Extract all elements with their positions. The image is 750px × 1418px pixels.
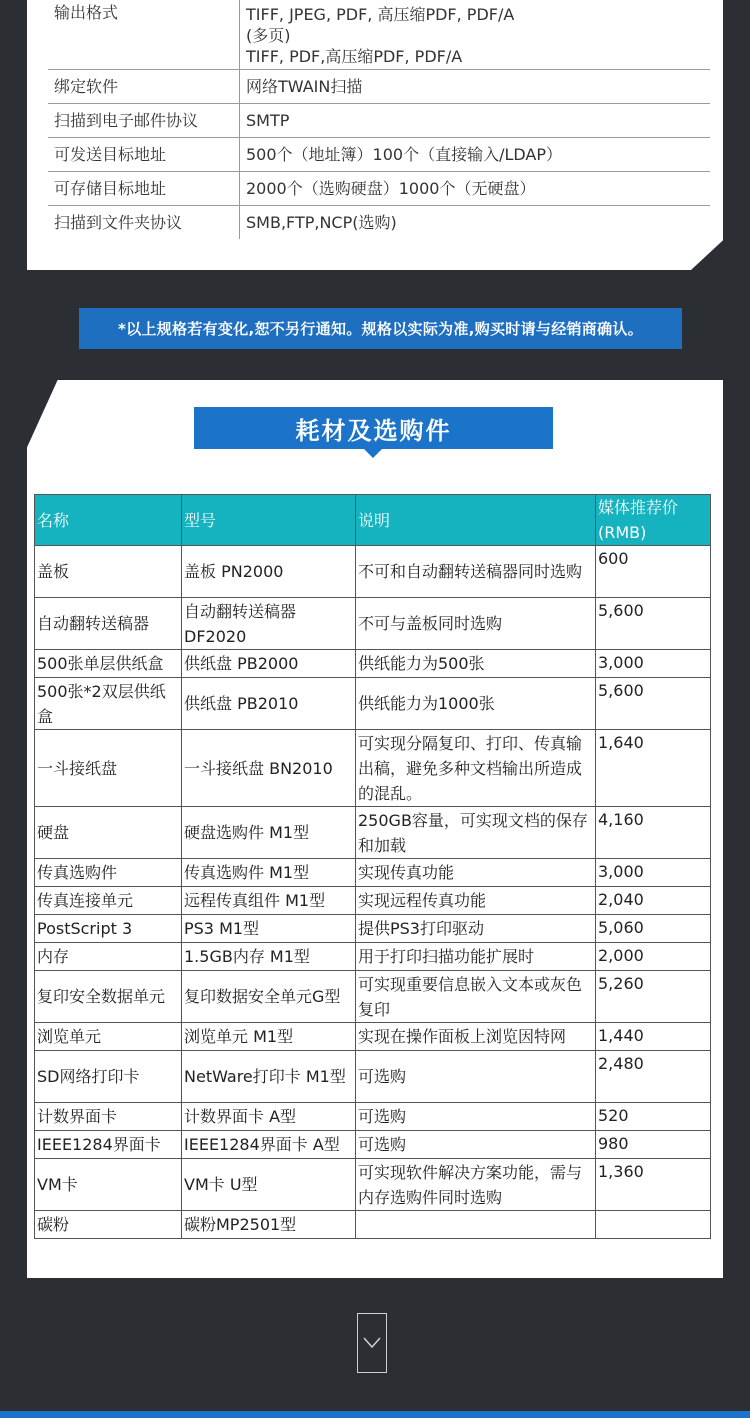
spec-row	[48, 104, 710, 138]
part-price: 2,040	[596, 887, 711, 915]
part-name: 500张*2双层供纸盒	[35, 678, 182, 730]
table-row	[35, 887, 711, 915]
part-model: PS3 M1型	[182, 915, 356, 943]
part-model: 供纸盘 PB2000	[182, 650, 356, 678]
table-row	[35, 1023, 711, 1051]
spec-label: 绑定软件	[48, 70, 240, 104]
part-model: 计数界面卡 A型	[182, 1103, 356, 1131]
part-desc: 不可与盖板同时选购	[356, 598, 596, 650]
spec-label: 扫描到电子邮件协议	[48, 104, 240, 138]
part-name: 500张单层供纸盒	[35, 650, 182, 678]
part-price: 520	[596, 1103, 711, 1131]
part-name: 内存	[35, 943, 182, 971]
part-model: VM卡 U型	[182, 1159, 356, 1211]
part-desc: 实现远程传真功能	[356, 887, 596, 915]
table-row	[35, 650, 711, 678]
part-name: 盖板	[35, 546, 182, 598]
part-model: 盖板 PN2000	[182, 546, 356, 598]
table-row	[35, 915, 711, 943]
part-price: 5,600	[596, 678, 711, 730]
part-desc: 实现在操作面板上浏览因特网	[356, 1023, 596, 1051]
part-price: 5,260	[596, 971, 711, 1023]
part-desc: 供纸能力为1000张	[356, 678, 596, 730]
part-model: 自动翻转送稿器DF2020	[182, 598, 356, 650]
spec-value: 500个（地址簿）100个（直接输入/LDAP）	[240, 138, 711, 172]
part-desc: 可选购	[356, 1051, 596, 1103]
table-row	[35, 1211, 711, 1239]
table-row	[35, 678, 711, 730]
bottom-bar	[0, 1411, 750, 1418]
part-price: 5,060	[596, 915, 711, 943]
part-model: NetWare打印卡 M1型	[182, 1051, 356, 1103]
col-header-name: 名称	[35, 495, 182, 546]
table-row	[35, 1131, 711, 1159]
part-name: 自动翻转送稿器	[35, 598, 182, 650]
table-row	[35, 730, 711, 807]
part-desc: 提供PS3打印驱动	[356, 915, 596, 943]
part-name: 硬盘	[35, 807, 182, 859]
part-name: VM卡	[35, 1159, 182, 1211]
part-price: 600	[596, 546, 711, 598]
spec-value: SMTP	[240, 104, 711, 138]
part-model: 1.5GB内存 M1型	[182, 943, 356, 971]
spec-label: 可存储目标地址	[48, 172, 240, 206]
part-price: 980	[596, 1131, 711, 1159]
part-name: IEEE1284界面卡	[35, 1131, 182, 1159]
part-name: SD网络打印卡	[35, 1051, 182, 1103]
part-model: 供纸盘 PB2010	[182, 678, 356, 730]
table-row	[35, 943, 711, 971]
section-title-notch	[364, 449, 382, 458]
col-header-model: 型号	[182, 495, 356, 546]
spec-label: 输出格式	[48, 0, 240, 70]
part-price: 1,360	[596, 1159, 711, 1211]
part-desc: 可实现分隔复印、打印、传真输出稿，避免多种文档输出所造成的混乱。	[356, 730, 596, 807]
table-row	[35, 546, 711, 598]
part-name: 复印安全数据单元	[35, 971, 182, 1023]
col-header-desc: 说明	[356, 495, 596, 546]
part-desc	[356, 1211, 596, 1239]
part-desc: 可选购	[356, 1131, 596, 1159]
part-price	[596, 1211, 711, 1239]
part-price: 1,440	[596, 1023, 711, 1051]
table-row	[35, 598, 711, 650]
part-model: 硬盘选购件 M1型	[182, 807, 356, 859]
part-name: 浏览单元	[35, 1023, 182, 1051]
part-price: 4,160	[596, 807, 711, 859]
parts-header-row	[35, 495, 711, 546]
part-price: 1,640	[596, 730, 711, 807]
spec-value-line: TIFF, PDF,高压缩PDF, PDF/A	[246, 47, 463, 66]
chevron-down-icon	[363, 1337, 381, 1349]
spec-row	[48, 70, 710, 104]
spec-row	[48, 172, 710, 206]
part-model: 传真选购件 M1型	[182, 859, 356, 887]
part-model: 一斗接纸盘 BN2010	[182, 730, 356, 807]
part-model: 碳粉MP2501型	[182, 1211, 356, 1239]
parts-table	[34, 494, 711, 1239]
part-name: PostScript 3	[35, 915, 182, 943]
part-desc: 不可和自动翻转送稿器同时选购	[356, 546, 596, 598]
scroll-down-button[interactable]	[357, 1313, 387, 1373]
spec-value: SMB,FTP,NCP(选购)	[240, 206, 711, 240]
spec-value: 网络TWAIN扫描	[240, 70, 711, 104]
part-name: 碳粉	[35, 1211, 182, 1239]
table-row	[35, 1159, 711, 1211]
spec-row	[48, 138, 710, 172]
spec-value: 2000个（选购硬盘）1000个（无硬盘）	[240, 172, 711, 206]
part-price: 2,480	[596, 1051, 711, 1103]
table-row	[35, 1103, 711, 1131]
part-price: 3,000	[596, 650, 711, 678]
part-desc: 可实现重要信息嵌入文本或灰色复印	[356, 971, 596, 1023]
section-title: 耗材及选购件	[194, 407, 553, 449]
part-desc: 250GB容量，可实现文档的保存和加载	[356, 807, 596, 859]
part-model: 远程传真组件 M1型	[182, 887, 356, 915]
table-row	[35, 859, 711, 887]
part-price: 3,000	[596, 859, 711, 887]
spec-value-line: TIFF, JPEG, PDF, 高压缩PDF, PDF/A	[246, 5, 515, 24]
part-desc: 可实现软件解决方案功能，需与内存选购件同时选购	[356, 1159, 596, 1211]
spec-label: 扫描到文件夹协议	[54, 212, 183, 232]
table-row	[35, 807, 711, 859]
part-name: 传真选购件	[35, 859, 182, 887]
part-desc: 实现传真功能	[356, 859, 596, 887]
part-desc: 供纸能力为500张	[356, 650, 596, 678]
part-name: 一斗接纸盘	[35, 730, 182, 807]
table-row	[35, 971, 711, 1023]
spec-row	[48, 0, 710, 70]
part-name: 计数界面卡	[35, 1103, 182, 1131]
notice-banner: *以上规格若有变化,恕不另行通知。规格以实际为准,购买时请与经销商确认。	[79, 308, 682, 349]
part-name: 传真连接单元	[35, 887, 182, 915]
part-desc: 可选购	[356, 1103, 596, 1131]
spec-label: 可发送目标地址	[48, 138, 240, 172]
spec-row	[48, 206, 710, 240]
part-price: 5,600	[596, 598, 711, 650]
table-row	[35, 1051, 711, 1103]
spec-value-line: (多页)	[246, 26, 291, 45]
spec-table	[48, 0, 710, 239]
spec-value	[240, 0, 711, 70]
part-desc: 用于打印扫描功能扩展时	[356, 943, 596, 971]
col-header-price: 媒体推荐价(RMB)	[596, 495, 711, 546]
part-price: 2,000	[596, 943, 711, 971]
part-model: 复印数据安全单元G型	[182, 971, 356, 1023]
part-model: IEEE1284界面卡 A型	[182, 1131, 356, 1159]
part-model: 浏览单元 M1型	[182, 1023, 356, 1051]
